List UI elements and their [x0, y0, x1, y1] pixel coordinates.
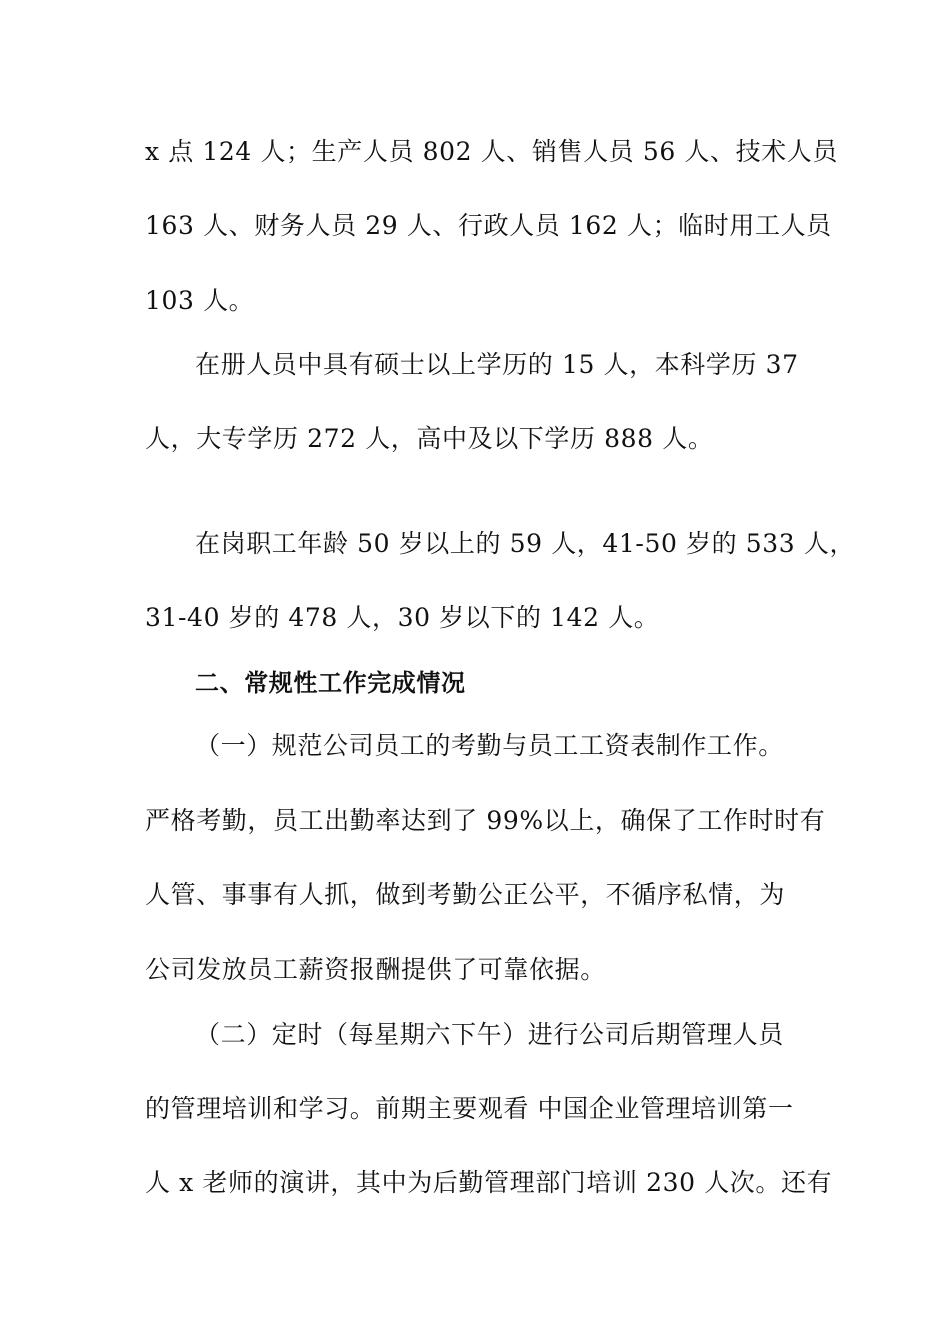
section-heading: 二、常规性工作完成情况 — [195, 669, 466, 697]
paragraph-line: 人，大专学历 272 人，高中及以下学历 888 人。 — [145, 424, 714, 453]
paragraph-line: 严格考勤，员工出勤率达到了 99%以上，确保了工作时时有 — [145, 806, 826, 835]
paragraph-line: 在岗职工年龄 50 岁以上的 59 人，41-50 岁的 533 人， — [195, 529, 856, 558]
paragraph-line: （一）规范公司员工的考勤与员工工资表制作工作。 — [195, 731, 784, 760]
paragraph-line: 的管理培训和学习。前期主要观看 中国企业管理培训第一 — [145, 1094, 794, 1123]
paragraph-line: （二）定时（每星期六下午）进行公司后期管理人员 — [195, 1020, 784, 1049]
paragraph-line: x 点 124 人；生产人员 802 人、销售人员 56 人、技术人员 — [145, 137, 838, 166]
paragraph-line: 在册人员中具有硕士以上学历的 15 人，本科学历 37 — [195, 350, 799, 379]
paragraph-line: 公司发放员工薪资报酬提供了可靠依据。 — [145, 955, 606, 984]
paragraph-line: 103 人。 — [145, 286, 255, 315]
paragraph-line: 163 人、财务人员 29 人、行政人员 162 人；临时用工人员 — [145, 211, 832, 240]
paragraph-line: 31-40 岁的 478 人，30 岁以下的 142 人。 — [145, 603, 660, 632]
paragraph-line: 人 x 老师的演讲，其中为后勤管理部门培训 230 人次。还有 — [145, 1168, 833, 1197]
paragraph-line: 人管、事事有人抓，做到考勤公正公平，不循序私情，为 — [145, 880, 786, 909]
